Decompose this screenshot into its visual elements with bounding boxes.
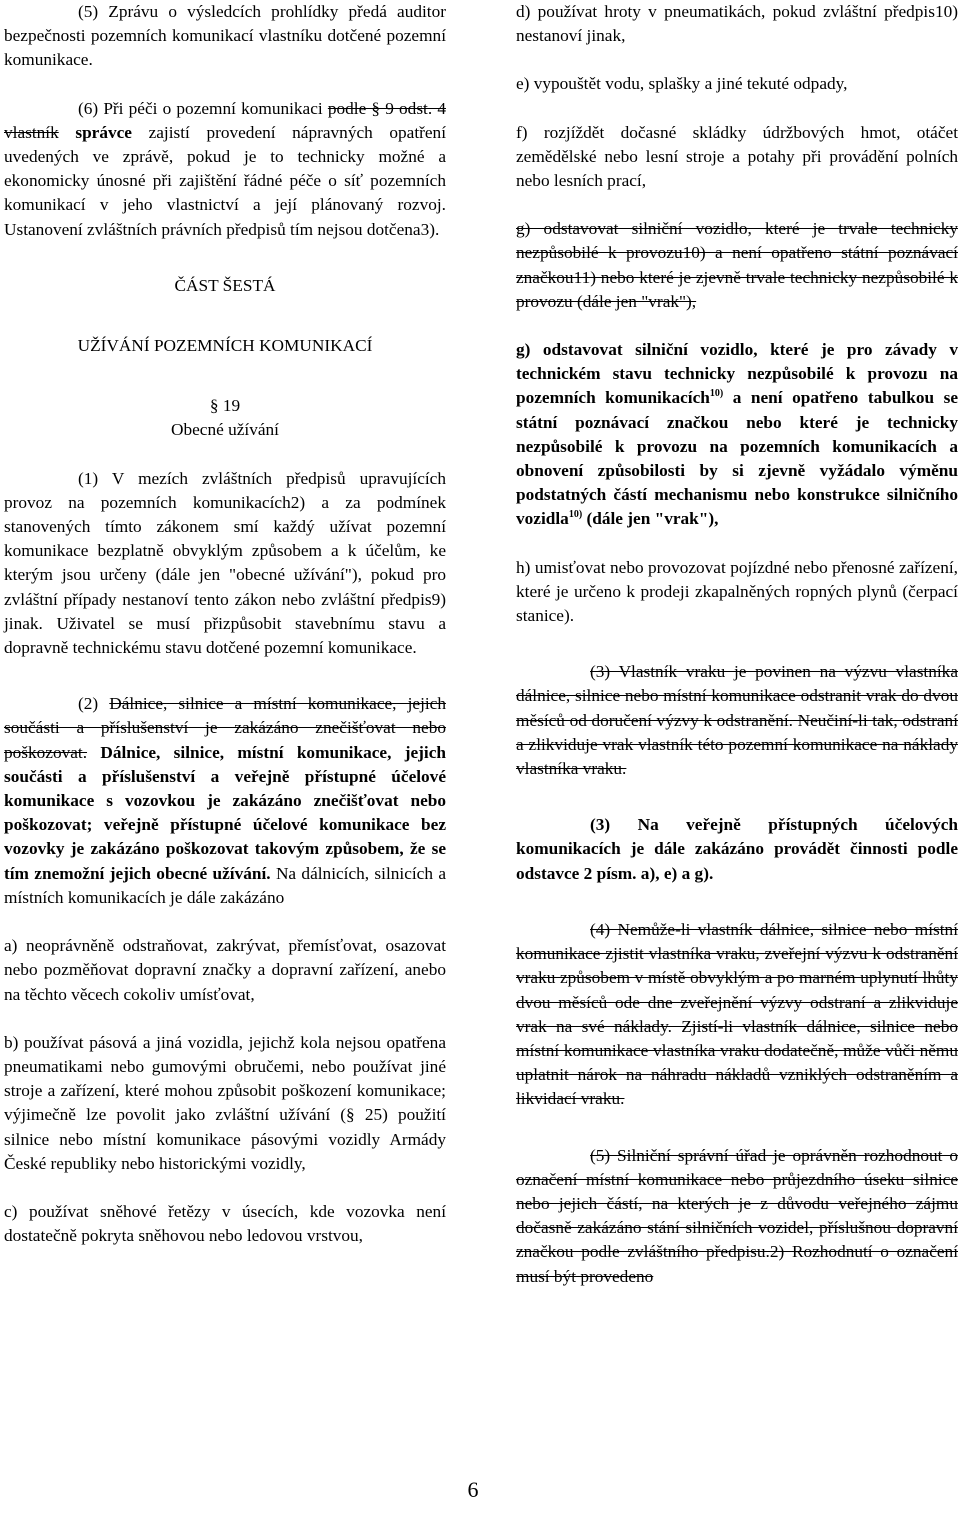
p2-deleted-text: Dálnice, silnice a místní komunikace, jejich součásti a příslušenství je zakázáno znečišťovat nebo poškozovat.: [4, 694, 446, 762]
list-item-e: e) vypouštět vodu, splašky a jiné tekuté odpady,: [516, 74, 848, 94]
paragraph-3-inserted: (3) Na veřejně přístupných účelových komunikacích je dále zakázáno provádět činnosti podle odstavce 2 písm. a), e) a g).: [516, 815, 958, 883]
list-item-d: d) používat hroty v pneumatikách, pokud zvláštní předpis10) nestanoví jinak,: [516, 2, 958, 46]
list-item-g-deleted: g) odstavovat silniční vozidlo, které je trvale technicky nezpůsobilé k provozu10) a není opatřeno státní poznávací značkou11) nebo které je zjevně trvale technicky nezpůsobilé k provozu (dále jen "vrak"),: [516, 219, 958, 311]
paragraph-4-deleted: (4) Nemůže-li vlastník dálnice, silnice nebo místní komunikace zjistit vlastníka vraku, zveřejní výzvu k odstranění vraku způsobem v místě obvyklým a po marném uplynutí lhůty dvou měsíců ode dne zveřejnění výzvy odstraní a zlikviduje vrak na své náklady. Zjistí-li vlastník dálnice, silnice nebo místní komunikace vlastníka vraku dodatečně, může vůči němu uplatnit nárok na náhradu nákladů vzniklých odstraněním a likvidací vraku.: [516, 919, 958, 1109]
list-item-c: c) používat sněhové řetězy v úsecích, kde vozovka není dostatečně pokryta sněhovou nebo ledovou vrstvou,: [4, 1201, 446, 1246]
left-column: [4, 0, 446, 1248]
part-title: ČÁST ŠESTÁ: [174, 275, 276, 295]
list-item-a: a) neoprávněně odstraňovat, zakrývat, přemísťovat, osazovat nebo pozměňovat dopravní značky a dopravní zařízení, anebo na těchto věcech cokoliv umísťovat,: [4, 936, 446, 1004]
paragraph-5-deleted: (5) Silniční správní úřad je oprávněn rozhodnout o označení místní komunikace nebo průjezdního úseku silnice nebo jejich částí, na kterých je z důvodu veřejného zájmu dočasně zakázáno stání silničních vozidel, příslušnou dopravní značkou podle zvláštního předpisu.2) Rozhodnutí o označení musí být provedeno: [516, 1145, 958, 1286]
p6-intro: (6) Při péči o pozemní komunikaci: [78, 98, 328, 118]
paragraph-5-audit-report: (5) Zprávu o výsledcích prohlídky předá auditor bezpečnosti pozemních komunikací vlastníku dotčené pozemní komunikace.: [4, 2, 446, 70]
section-heading: [4, 394, 446, 418]
p6-rest: zajistí provedení nápravných opatření uvedených ve zprávě, pokud je to technicky možné a ekonomicky únosné při zajištění řádné péče o síť pozemních komunikací v jeho vlastnictví a její plánovaný rozvoj. Ustanovení zvláštních právních předpisů tím nejsou dotčena3).: [4, 122, 446, 239]
section-title: Obecné užívání: [171, 420, 279, 440]
list-item-b: b) používat pásová a jiná vozidla, jejichž kola nejsou opatřena pneumatikami nebo gumovými obručemi, nebo používat jiné stroje a zařízení, které mohou způsobit poškození komunikace; výjimečně lze povolit jako zvláštní užívání (§ 25) použití silnice nebo místní komunikace pásovými vozidly Armády České republiky nebo historickými vozidly,: [4, 1032, 446, 1173]
list-item-h: h) umisťovat nebo provozovat pojízdné nebo přenosné zařízení, které je určeno k prodeji zkapalněných ropných plynů (čerpací stanice).: [516, 557, 958, 626]
section-sign: §: [209, 396, 223, 416]
footnote-ref: 10): [709, 388, 724, 400]
page-number: 6: [467, 1477, 479, 1502]
list-item-g-inserted: g) odstavovat silniční vozidlo, které je pro závady v technickém stavu technicky nezpůsobilé k provozu na pozemních komunikacích$^{10)}$ a není opatřeno tabulkou se státní poznávací značkou nebo které je technicky nezpůsobilé k provozu na pozemních komunikacích a obnovení způsobilosti by si zjevně vyžádalo výměnu podstatných částí mechanismu nebo konstrukce silničního vozidla$^{10)}$ (dále jen "vrak"),: [516, 340, 958, 529]
p2-inserted-text: Dálnice, silnice, místní komunikace, jejich součásti a příslušenství a veřejně přístupné účelové komunikace s vozovkou je zakázáno znečišťovat nebo poškozovat; veřejně přístupné účelové komunikace bez vozovky je zakázáno poškozovat takovým způsobem, že se tím znemožní jejich obecné užívání.: [4, 742, 446, 883]
p6-inserted-text: správce: [75, 122, 132, 142]
right-column: [516, 0, 958, 1289]
part-subtitle: UŽÍVÁNÍ POZEMNÍCH KOMUNIKACÍ: [77, 336, 373, 356]
footnote-ref: 10): [568, 509, 583, 521]
p2-rest: Na dálnicích, silnicích a místních komunikacích je dále zakázáno: [4, 863, 446, 907]
paragraph-2-prohibitions: (2) Dálnice, silnice a místní komunikace, jejich součásti a příslušenství je zakázáno znečišťovat nebo poškozovat. Dálnice, silnice, místní komunikace, jejich součásti a příslušenství a veřejně přístupné účelové komunikace s vozovkou je zakázáno znečišťovat nebo poškozovat; veřejně přístupné účelové komunikace bez vozovky je zakázáno poškozovat takovým způsobem, že se tím znemožní jejich obecné užívání. Na dálnicích, silnicích a místních komunikacích je dále zakázáno: [4, 694, 446, 907]
paragraph-6-corrective-measures: [4, 97, 446, 242]
section-sign: §: [346, 1105, 365, 1125]
paragraph-3-deleted: (3) Vlastník vraku je povinen na výzvu vlastníka dálnice, silnice nebo místní komunikace odstranit vrak do dvou měsíců od doručení výzvy k odstranění. Neučiní-li tak, odstraní a zlikviduje vrak vlastník této pozemní komunikace na náklady vlastníka vraku.: [516, 662, 958, 779]
section-number: 19: [222, 396, 241, 416]
list-item-f: f) rozjíždět dočasné skládky údržbových hmot, otáčet zemědělské nebo lesní stroje a potahy při provádění polních nebo lesních prací,: [516, 122, 958, 191]
paragraph-1-general-use: (1) V mezích zvláštních předpisů upravujících provoz na pozemních komunikacích2) a za podmínek stanovených tímto zákonem smí každý užívat pozemní komunikace bezplatně obvyklým způsobem a k účelům, ke kterým jsou určeny (dále jen "obecné užívání"), pokud pro zvláštní případy nestanoví tento zákon nebo zvláštní předpis9) jinak. Uživatel se musí přizpůsobit stavebnímu stavu a dopravně technickému stavu dotčené pozemní komunikace.: [4, 468, 446, 658]
p6-deleted-text: podle § 9 odst. 4 vlastník: [4, 98, 446, 142]
